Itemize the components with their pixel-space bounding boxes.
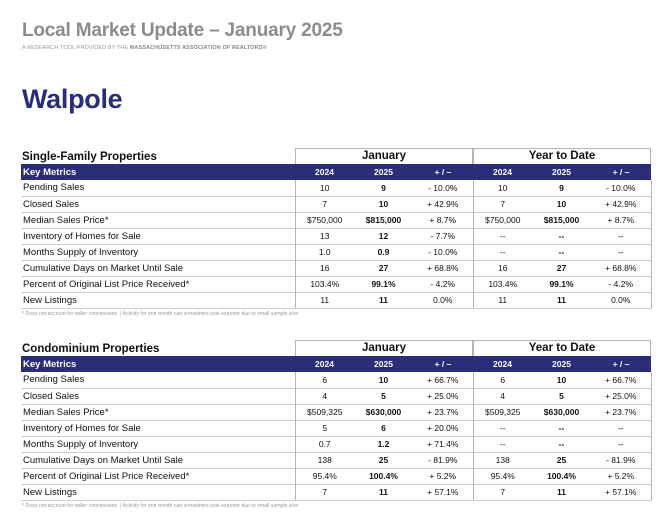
metric-value: + 57.1% (413, 484, 473, 500)
metric-value: $750,000 (473, 212, 532, 228)
metric-value: 7 (295, 196, 354, 212)
metric-label: Pending Sales (21, 372, 295, 388)
group-header-january: January (295, 148, 473, 164)
metric-value: 27 (532, 260, 591, 276)
metric-value: + 66.7% (413, 372, 473, 388)
metric-label: Months Supply of Inventory (21, 436, 295, 452)
metric-value: 5 (532, 388, 591, 404)
metric-value: 103.4% (295, 276, 354, 292)
metric-value: + 8.7% (413, 212, 473, 228)
column-header: 2025 (354, 356, 413, 372)
metric-value: 5 (354, 388, 413, 404)
metric-value: 10 (532, 196, 591, 212)
metric-value: - 10.0% (413, 180, 473, 196)
metric-label: New Listings (21, 484, 295, 500)
column-header: 2024 (473, 356, 532, 372)
metric-value: - 4.2% (591, 276, 651, 292)
metric-value: -- (473, 228, 532, 244)
metric-label: Inventory of Homes for Sale (21, 420, 295, 436)
table-row (21, 276, 651, 292)
section-title: Condominium Properties (22, 343, 160, 355)
metric-value: $630,000 (354, 404, 413, 420)
metric-value: 11 (532, 484, 591, 500)
metric-value: + 20.0% (413, 420, 473, 436)
metric-value: $815,000 (532, 212, 591, 228)
single-family-section (21, 148, 651, 317)
metric-label: Closed Sales (21, 196, 295, 212)
column-header: 2024 (295, 356, 354, 372)
metric-value: 138 (295, 452, 354, 468)
table-row (21, 404, 651, 420)
metric-value: -- (591, 228, 651, 244)
metric-value: 0.7 (295, 436, 354, 452)
metric-value: 1.0 (295, 244, 354, 260)
subtitle-org: MASSACHUSETTS ASSOCIATION OF REALTORS® (129, 45, 267, 51)
metric-value: 16 (473, 260, 532, 276)
table-row (21, 212, 651, 228)
metric-value: 7 (295, 484, 354, 500)
metric-value: 6 (473, 372, 532, 388)
metric-value: 10 (473, 180, 532, 196)
metric-value: -- (532, 228, 591, 244)
metric-value: 6 (354, 420, 413, 436)
metric-value: 13 (295, 228, 354, 244)
group-header-ytd: Year to Date (473, 340, 651, 356)
table-row (21, 436, 651, 452)
table-row (21, 260, 651, 276)
metric-value: 11 (532, 292, 591, 308)
metric-value: + 25.0% (413, 388, 473, 404)
metric-value: + 68.8% (413, 260, 473, 276)
metric-value: 95.4% (295, 468, 354, 484)
table-row (21, 292, 651, 308)
metric-value: 100.4% (354, 468, 413, 484)
table-row (21, 468, 651, 484)
metric-value: 6 (295, 372, 354, 388)
metric-label: Closed Sales (21, 388, 295, 404)
metric-value: + 71.4% (413, 436, 473, 452)
metric-value: 4 (473, 388, 532, 404)
metric-label: Percent of Original List Price Received* (21, 276, 295, 292)
column-header: + / – (413, 356, 473, 372)
metric-value: + 8.7% (591, 212, 651, 228)
table-row (21, 372, 651, 388)
metric-value: 7 (473, 484, 532, 500)
table-header-row (21, 164, 651, 180)
metrics-table (21, 356, 652, 501)
metric-value: -- (532, 244, 591, 260)
metric-label: Inventory of Homes for Sale (21, 228, 295, 244)
table-row (21, 452, 651, 468)
metric-value: 7 (473, 196, 532, 212)
column-header: 2024 (295, 164, 354, 180)
metric-value: $509,325 (295, 404, 354, 420)
metric-value: -- (591, 436, 651, 452)
metric-value: 9 (354, 180, 413, 196)
metric-label: Median Sales Price* (21, 212, 295, 228)
table-row (21, 228, 651, 244)
metric-label: New Listings (21, 292, 295, 308)
metric-value: 138 (473, 452, 532, 468)
metric-value: -- (473, 420, 532, 436)
metric-value: -- (473, 244, 532, 260)
metric-label: Cumulative Days on Market Until Sale (21, 260, 295, 276)
column-header: Key Metrics (21, 164, 295, 180)
section-title: Single-Family Properties (22, 151, 157, 163)
metric-value: 16 (295, 260, 354, 276)
metric-value: 0.0% (591, 292, 651, 308)
metric-value: -- (532, 436, 591, 452)
metric-value: 99.1% (532, 276, 591, 292)
group-header-ytd: Year to Date (473, 148, 651, 164)
town-name: Walpole (22, 84, 123, 114)
metric-value: + 23.7% (591, 404, 651, 420)
metric-value: + 25.0% (591, 388, 651, 404)
metric-value: - 81.9% (591, 452, 651, 468)
metric-value: - 7.7% (413, 228, 473, 244)
column-header: 2025 (532, 356, 591, 372)
metric-value: + 66.7% (591, 372, 651, 388)
section-header (21, 340, 651, 356)
metric-label: Months Supply of Inventory (21, 244, 295, 260)
metric-value: + 5.2% (591, 468, 651, 484)
metric-value: + 5.2% (413, 468, 473, 484)
column-header: 2025 (532, 164, 591, 180)
report-subtitle (22, 45, 267, 51)
column-header: 2025 (354, 164, 413, 180)
table-row (21, 244, 651, 260)
metric-value: - 10.0% (591, 180, 651, 196)
metric-value: 4 (295, 388, 354, 404)
metric-value: + 23.7% (413, 404, 473, 420)
column-header: + / – (591, 164, 651, 180)
metric-value: 11 (473, 292, 532, 308)
report-title: Local Market Update – January 2025 (22, 20, 343, 41)
metric-value: 99.1% (354, 276, 413, 292)
metric-value: 10 (295, 180, 354, 196)
metric-value: 25 (354, 452, 413, 468)
metric-value: 0.9 (354, 244, 413, 260)
group-header-january: January (295, 340, 473, 356)
metric-value: + 57.1% (591, 484, 651, 500)
metric-value: 0.0% (413, 292, 473, 308)
metric-value: 27 (354, 260, 413, 276)
metric-value: - 81.9% (413, 452, 473, 468)
metric-value: + 42.9% (591, 196, 651, 212)
metric-value: 95.4% (473, 468, 532, 484)
metric-value: $815,000 (354, 212, 413, 228)
metric-value: 10 (354, 372, 413, 388)
metric-value: -- (591, 244, 651, 260)
footnote: * Does not account for seller concessions. | Activity for one month can sometimes look extreme due to small sample size. (22, 310, 300, 317)
section-header (21, 148, 651, 164)
metric-value: $509,325 (473, 404, 532, 420)
metric-value: 9 (532, 180, 591, 196)
metric-value: 5 (295, 420, 354, 436)
table-row (21, 180, 651, 196)
metric-label: Pending Sales (21, 180, 295, 196)
table-row (21, 196, 651, 212)
column-header: + / – (413, 164, 473, 180)
column-header: Key Metrics (21, 356, 295, 372)
metric-label: Median Sales Price* (21, 404, 295, 420)
metric-value: 10 (532, 372, 591, 388)
condo-section (21, 340, 651, 509)
metric-value: $750,000 (295, 212, 354, 228)
subtitle-prefix: A RESEARCH TOOL PROVIDED BY THE (22, 45, 129, 51)
metric-value: 12 (354, 228, 413, 244)
table-row (21, 420, 651, 436)
metrics-table (21, 164, 652, 309)
metric-value: + 42.9% (413, 196, 473, 212)
metric-value: 100.4% (532, 468, 591, 484)
metric-value: -- (473, 436, 532, 452)
metric-value: 11 (354, 484, 413, 500)
metric-value: 10 (354, 196, 413, 212)
metric-value: 103.4% (473, 276, 532, 292)
metric-value: 1.2 (354, 436, 413, 452)
column-header: 2024 (473, 164, 532, 180)
table-row (21, 388, 651, 404)
metric-value: 11 (295, 292, 354, 308)
metric-value: -- (532, 420, 591, 436)
metric-value: $630,000 (532, 404, 591, 420)
metric-value: - 10.0% (413, 244, 473, 260)
column-header: + / – (591, 356, 651, 372)
table-row (21, 484, 651, 500)
metric-label: Cumulative Days on Market Until Sale (21, 452, 295, 468)
metric-value: + 68.8% (591, 260, 651, 276)
metric-value: - 4.2% (413, 276, 473, 292)
metric-value: 11 (354, 292, 413, 308)
metric-value: -- (591, 420, 651, 436)
metric-value: 25 (532, 452, 591, 468)
footnote: * Does not account for seller concessions. | Activity for one month can sometimes look extreme due to small sample size. (22, 502, 300, 509)
metric-label: Percent of Original List Price Received* (21, 468, 295, 484)
table-header-row (21, 356, 651, 372)
